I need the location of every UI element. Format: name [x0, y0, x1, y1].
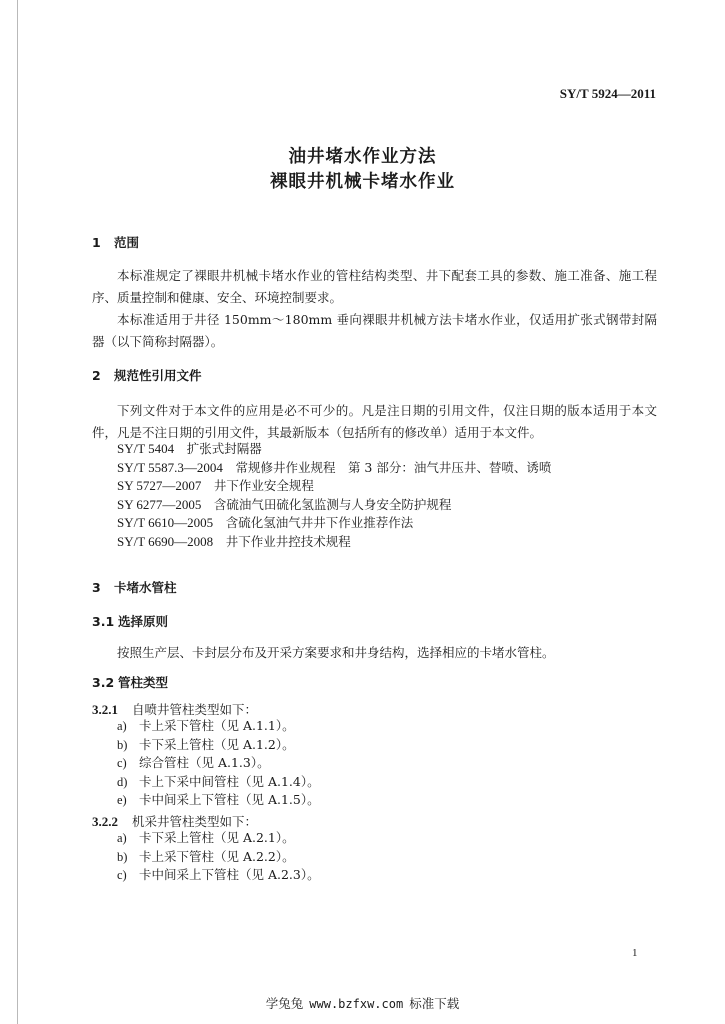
- list-item-text: 卡上采下管柱（见 A.2.2）。: [139, 848, 295, 864]
- clause-number: 3.2.2: [92, 814, 118, 829]
- section-number: 3: [92, 580, 101, 595]
- section-2-heading: [92, 366, 202, 384]
- reference-code: SY/T 5587.3—2004: [117, 459, 223, 475]
- reference-title: 含硫化氢油气井井下作业推荐作法: [225, 515, 414, 531]
- list-item: [117, 866, 320, 885]
- list-item: [117, 717, 320, 736]
- reference-code: SY/T 5404: [117, 441, 175, 456]
- list-marker: b): [117, 737, 128, 752]
- subsection-title: 选择原则: [118, 614, 169, 629]
- list-marker: a): [117, 831, 127, 845]
- subsection-3-2-heading: [92, 673, 168, 691]
- section-3-heading: [92, 578, 177, 596]
- footer-tagline: 标准下载: [409, 996, 460, 1011]
- clause-text: 自喷井管柱类型如下：: [132, 702, 258, 717]
- subsection-title: 管柱类型: [118, 675, 169, 690]
- reference-item: [117, 477, 551, 496]
- reference-title: 扩张式封隔器: [186, 441, 262, 456]
- document-title: 油井堵水作业方法: [288, 147, 437, 167]
- reference-code: SY 5727—2007: [117, 478, 202, 494]
- list-marker: b): [117, 849, 128, 864]
- list-marker: c): [117, 756, 127, 771]
- subsection-3-1-heading: [92, 612, 168, 630]
- reference-item: [117, 533, 551, 552]
- section-title: 规范性引用文件: [114, 368, 202, 383]
- reference-item: [117, 459, 551, 478]
- clause-text: 机采井管柱类型如下：: [132, 814, 258, 829]
- list-item: [117, 773, 320, 792]
- reference-item: [117, 514, 551, 533]
- list-item-text: 综合管柱（见 A.1.3）。: [139, 755, 270, 771]
- document-subtitle: 裸眼井机械卡堵水作业: [270, 172, 455, 192]
- clause-number: 3.2.1: [92, 702, 118, 717]
- reference-title: 井下作业井控技术规程: [225, 533, 351, 549]
- list-item: [117, 791, 320, 810]
- reference-title: 常规修井作业规程 第 3 部分：油气井压井、替喷、诱喷: [235, 459, 552, 475]
- list-item: [117, 754, 320, 773]
- list-item-text: 卡下采上管柱（见 A.2.1）。: [139, 830, 295, 845]
- section-number: 2: [92, 368, 101, 383]
- list-item-text: 卡下采上管柱（见 A.1.2）。: [139, 736, 295, 752]
- subsection-3-1-text: 按照生产层、卡封层分布及开采方案要求和井身结构，选择相应的卡堵水管柱。: [117, 645, 555, 660]
- section-1-paragraph-2: 本标准适用于井径 150mm～180mm 垂向裸眼井机械方法卡堵水作业，仅适用扩张式钢带封隔器（以下简称封隔器）。: [92, 312, 657, 349]
- section-number: 1: [92, 235, 101, 250]
- list-item: [117, 829, 320, 848]
- clause-3-2-2: [92, 812, 257, 830]
- list-item-text: 卡上采下管柱（见 A.1.1）。: [139, 718, 295, 733]
- list-item-text: 卡中间采上下管柱（见 A.1.5）。: [139, 792, 320, 808]
- subsection-number: 3.1: [92, 614, 115, 629]
- list-marker: a): [117, 719, 127, 733]
- list-item: [117, 848, 320, 867]
- reference-item: [117, 496, 551, 515]
- list-marker: c): [117, 868, 127, 883]
- list-marker: d): [117, 774, 128, 789]
- reference-title: 井下作业安全规程: [213, 478, 314, 494]
- normative-reference-list: [117, 440, 551, 552]
- section-1-heading: [92, 233, 139, 251]
- page-number: 1: [632, 947, 638, 959]
- footer-watermark: [0, 994, 725, 1012]
- section-title: 卡堵水管柱: [114, 580, 177, 595]
- reference-title: 含硫油气田硫化氢监测与人身安全防护规程: [213, 496, 452, 512]
- clause-3-2-2-list: [117, 829, 320, 885]
- reference-code: SY/T 6610—2005: [117, 515, 214, 531]
- section-title: 范围: [114, 235, 140, 250]
- clause-3-2-1: [92, 700, 257, 718]
- section-1-paragraph-1: 本标准规定了裸眼井机械卡堵水作业的管柱结构类型、井下配套工具的参数、施工准备、施工程序、质量控制和健康、安全、环境控制要求。: [92, 268, 657, 305]
- list-item-text: 卡中间采上下管柱（见 A.2.3）。: [139, 867, 320, 883]
- footer-site-name: 学兔兔: [265, 996, 304, 1011]
- reference-code: SY 6277—2005: [117, 496, 202, 512]
- subsection-number: 3.2: [92, 675, 115, 690]
- list-item: [117, 736, 320, 755]
- list-marker: e): [117, 793, 127, 808]
- standard-number: SY/T 5924—2011: [559, 86, 656, 101]
- footer-url[interactable]: www.bzfxw.com: [309, 997, 404, 1011]
- list-item-text: 卡上下采中间管柱（见 A.1.4）。: [139, 773, 320, 789]
- section-2-paragraph: 下列文件对于本文件的应用是必不可少的。凡是注日期的引用文件，仅注日期的版本适用于本文件，凡是不注日期的引用文件，其最新版本（包括所有的修改单）适用于本文件。: [92, 403, 657, 440]
- reference-item: [117, 440, 551, 459]
- reference-code: SY/T 6690—2008: [117, 533, 214, 549]
- clause-3-2-1-list: [117, 717, 320, 810]
